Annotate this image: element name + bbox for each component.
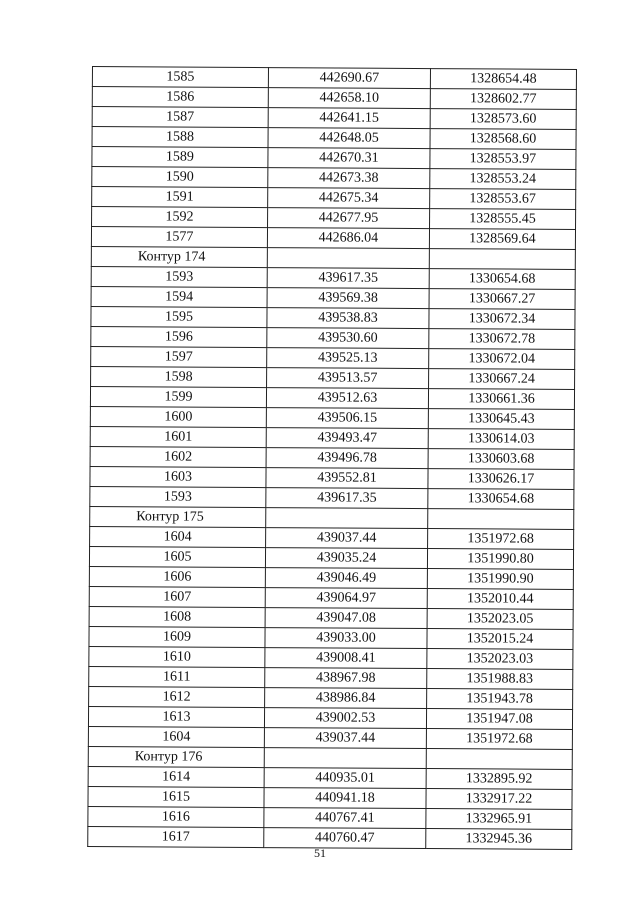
point-id-cell: 1589 — [92, 147, 268, 168]
y-coordinate-cell: 1352023.05 — [427, 609, 573, 630]
point-id-cell: 1577 — [91, 227, 267, 248]
x-coordinate-cell: 439064.97 — [265, 588, 427, 609]
y-coordinate-cell: 1351990.90 — [427, 569, 573, 590]
y-coordinate-cell: 1351972.68 — [428, 529, 574, 550]
y-coordinate-cell: 1351988.83 — [427, 669, 573, 690]
point-id-cell: 1590 — [92, 167, 268, 188]
x-coordinate-cell: 439035.24 — [265, 548, 427, 569]
y-coordinate-cell: 1330614.03 — [428, 429, 574, 450]
point-id-cell: 1614 — [88, 766, 264, 787]
coordinates-table-body — [88, 67, 577, 850]
x-coordinate-cell: 442673.38 — [268, 168, 430, 189]
x-coordinate-cell: 442658.10 — [268, 88, 430, 109]
contour-header-row — [91, 246, 575, 269]
x-coordinate-cell: 439569.38 — [267, 288, 429, 309]
point-id-cell: 1616 — [88, 806, 264, 827]
x-coordinate-cell: 439002.53 — [264, 708, 426, 729]
point-id-cell: 1617 — [88, 826, 264, 847]
empty-cell — [426, 749, 572, 770]
x-coordinate-cell: 439525.13 — [267, 348, 429, 369]
x-coordinate-cell: 439033.00 — [265, 628, 427, 649]
point-id-cell: 1598 — [91, 366, 267, 387]
y-coordinate-cell: 1330654.68 — [428, 489, 574, 510]
y-coordinate-cell: 1330661.36 — [428, 389, 574, 410]
y-coordinate-cell: 1328553.24 — [430, 169, 576, 190]
x-coordinate-cell: 442648.05 — [268, 128, 430, 149]
x-coordinate-cell: 439493.47 — [266, 428, 428, 449]
y-coordinate-cell: 1352010.44 — [427, 589, 573, 610]
point-id-cell: 1595 — [91, 306, 267, 327]
x-coordinate-cell: 439552.81 — [266, 468, 428, 489]
y-coordinate-cell: 1352023.03 — [427, 649, 573, 670]
point-id-cell: 1599 — [90, 386, 266, 407]
empty-cell — [267, 248, 429, 269]
x-coordinate-cell: 442686.04 — [267, 228, 429, 249]
y-coordinate-cell: 1332965.91 — [426, 809, 572, 830]
x-coordinate-cell: 442670.31 — [268, 148, 430, 169]
point-id-cell: 1600 — [90, 406, 266, 427]
x-coordinate-cell: 439617.35 — [266, 488, 428, 509]
y-coordinate-cell: 1328602.77 — [430, 89, 576, 110]
y-coordinate-cell: 1330672.34 — [429, 309, 575, 330]
point-id-cell: 1606 — [89, 566, 265, 587]
point-id-cell: 1593 — [91, 266, 267, 287]
y-coordinate-cell: 1328569.64 — [429, 229, 575, 250]
point-id-cell: 1610 — [89, 646, 265, 667]
point-id-cell: 1615 — [88, 786, 264, 807]
x-coordinate-cell: 439506.15 — [266, 408, 428, 429]
y-coordinate-cell: 1328573.60 — [430, 109, 576, 130]
x-coordinate-cell: 439538.83 — [267, 308, 429, 329]
point-id-cell: 1604 — [88, 726, 264, 747]
point-id-cell: 1607 — [89, 586, 265, 607]
empty-cell — [264, 748, 426, 769]
point-id-cell: 1601 — [90, 426, 266, 447]
y-coordinate-cell: 1332895.92 — [426, 769, 572, 790]
point-id-cell: 1587 — [92, 107, 268, 128]
y-coordinate-cell: 1328654.48 — [430, 69, 576, 90]
y-coordinate-cell: 1328568.60 — [430, 129, 576, 150]
point-id-cell: 1605 — [89, 546, 265, 567]
x-coordinate-cell: 439037.44 — [264, 728, 426, 749]
point-id-cell: 1586 — [92, 87, 268, 108]
y-coordinate-cell: 1330667.27 — [429, 289, 575, 310]
y-coordinate-cell: 1351990.80 — [427, 549, 573, 570]
x-coordinate-cell: 439513.57 — [267, 368, 429, 389]
x-coordinate-cell: 439512.63 — [266, 388, 428, 409]
point-id-cell: 1604 — [90, 526, 266, 547]
x-coordinate-cell: 442690.67 — [268, 68, 430, 89]
y-coordinate-cell: 1330654.68 — [429, 269, 575, 290]
y-coordinate-cell: 1351972.68 — [426, 729, 572, 750]
contour-header-row — [90, 506, 574, 529]
x-coordinate-cell: 439008.41 — [265, 648, 427, 669]
empty-cell — [266, 508, 428, 529]
point-id-cell: 1602 — [90, 446, 266, 467]
y-coordinate-cell: 1330626.17 — [428, 469, 574, 490]
x-coordinate-cell: 439530.60 — [267, 328, 429, 349]
point-id-cell: 1596 — [91, 326, 267, 347]
y-coordinate-cell: 1330667.24 — [429, 369, 575, 390]
point-id-cell: 1593 — [90, 486, 266, 507]
y-coordinate-cell: 1328553.97 — [430, 149, 576, 170]
x-coordinate-cell: 442675.34 — [268, 188, 430, 209]
y-coordinate-cell: 1332945.36 — [426, 829, 572, 850]
point-id-cell: 1594 — [91, 286, 267, 307]
contour-header-row — [88, 746, 572, 769]
page-number: 51 — [314, 846, 326, 860]
x-coordinate-cell: 442641.15 — [268, 108, 430, 129]
y-coordinate-cell: 1328553.67 — [430, 189, 576, 210]
x-coordinate-cell: 439037.44 — [266, 528, 428, 549]
y-coordinate-cell: 1330672.78 — [429, 329, 575, 350]
point-id-cell: 1609 — [89, 626, 265, 647]
point-id-cell: 1585 — [92, 67, 268, 88]
point-id-cell: 1592 — [92, 207, 268, 228]
contour-label: Контур 175 — [90, 506, 266, 527]
point-id-cell: 1603 — [90, 466, 266, 487]
y-coordinate-cell: 1351947.08 — [426, 709, 572, 730]
x-coordinate-cell: 439046.49 — [265, 568, 427, 589]
x-coordinate-cell: 440941.18 — [264, 788, 426, 809]
y-coordinate-cell: 1330645.43 — [428, 409, 574, 430]
empty-cell — [429, 249, 575, 270]
empty-cell — [428, 509, 574, 530]
point-id-cell: 1612 — [89, 686, 265, 707]
x-coordinate-cell: 438967.98 — [265, 668, 427, 689]
x-coordinate-cell: 438986.84 — [265, 688, 427, 709]
contour-label: Контур 174 — [91, 246, 267, 267]
x-coordinate-cell: 439496.78 — [266, 448, 428, 469]
point-id-cell: 1608 — [89, 606, 265, 627]
y-coordinate-cell: 1330603.68 — [428, 449, 574, 470]
y-coordinate-cell: 1330672.04 — [429, 349, 575, 370]
y-coordinate-cell: 1332917.22 — [426, 789, 572, 810]
x-coordinate-cell: 439047.08 — [265, 608, 427, 629]
x-coordinate-cell: 440767.41 — [264, 808, 426, 829]
point-id-cell: 1588 — [92, 127, 268, 148]
x-coordinate-cell: 442677.95 — [268, 208, 430, 229]
x-coordinate-cell: 439617.35 — [267, 268, 429, 289]
point-id-cell: 1613 — [88, 706, 264, 727]
x-coordinate-cell: 440935.01 — [264, 768, 426, 789]
point-id-cell: 1597 — [91, 346, 267, 367]
coordinates-table — [87, 66, 577, 850]
contour-label: Контур 176 — [88, 746, 264, 767]
point-id-cell: 1591 — [92, 187, 268, 208]
y-coordinate-cell: 1328555.45 — [430, 209, 576, 230]
point-id-cell: 1611 — [89, 666, 265, 687]
y-coordinate-cell: 1352015.24 — [427, 629, 573, 650]
y-coordinate-cell: 1351943.78 — [427, 689, 573, 710]
x-coordinate-cell: 440760.47 — [264, 828, 426, 849]
